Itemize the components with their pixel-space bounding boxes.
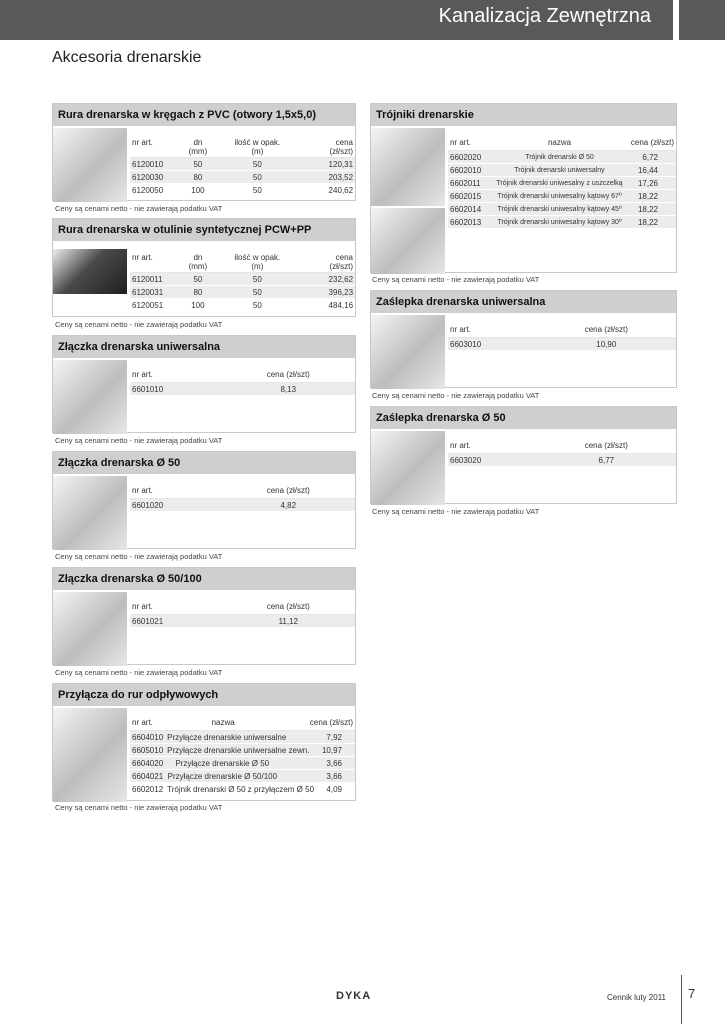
table-row [130,744,355,757]
cell: Trójnik drenarski uniwesalny kątowy 67º [497,192,622,200]
brand-logo: DYKA [336,990,372,1002]
cell: 100 [191,185,205,195]
section-przylacza [52,683,356,801]
cell: 6120031 [132,287,164,297]
page-number: 7 [688,986,696,1001]
cell: 6603010 [450,339,482,349]
col-header: cena (zł/szt) [266,486,310,495]
cell: 4,82 [280,500,297,510]
cell: Trójnik drenarski uniwesalny kątowy 45º [497,205,622,213]
col-header: ilość w opak. (m) [234,138,281,156]
price-table [130,368,355,396]
col-header: nr art. [132,370,153,379]
col-header: cena (zł/szt) [584,441,628,450]
cell: 6602013 [450,217,482,227]
col-header: cena (zł/szt) [630,138,674,147]
table-row [130,731,355,744]
table-row [130,158,355,171]
table-row [130,383,355,396]
table-row [130,273,355,286]
section-trojniki [370,103,677,273]
table-row [130,757,355,770]
section-title: Złączka drenarska Ø 50 [53,452,355,474]
cell: Trójnik drenarski uniwersalny [514,166,605,174]
cell: 6602011 [450,178,481,188]
price-table [448,136,676,229]
col-header: nazwa [211,718,235,727]
cell: 17,26 [637,178,658,188]
cell: 3,66 [326,758,342,768]
vat-note: Ceny są cenami netto - nie zawierają podatku VAT [372,391,540,400]
price-table [130,716,355,796]
table-row [448,164,676,177]
header-bar [0,0,673,40]
table-row [130,770,355,783]
cell: 10,97 [321,745,342,755]
cell: 50 [252,287,262,297]
table-row [448,151,676,164]
cell: Trójnik drenarski Ø 50 z przyłączem Ø 50 [167,784,315,794]
table-header [448,323,676,338]
cell: 6602010 [450,165,482,175]
table-header [130,716,355,731]
section-zaslepka-50 [370,406,677,504]
section-title: Przyłącza do rur odpływowych [53,684,355,706]
col-header: dn (mm) [188,253,208,271]
header-strip [679,0,725,40]
price-table [448,439,676,467]
table-header [130,484,355,499]
cell: 6605010 [132,745,164,755]
cell: Przyłącze drenarskie Ø 50/100 [167,771,278,781]
cell: 6604020 [132,758,164,768]
cell: 232,62 [328,274,354,284]
table-row [448,338,676,351]
col-header: nr art. [450,138,471,147]
cell: 100 [191,300,205,310]
cell: Trójnik drenarski Ø 50 [525,153,594,161]
product-photo-connector [53,708,127,802]
table-row [448,203,676,216]
section-rura-otulina [52,218,356,317]
cell: 50 [252,159,262,169]
table-row [448,190,676,203]
vat-note: Ceny są cenami netto - nie zawierają podatku VAT [55,668,223,677]
cell: 50 [252,185,262,195]
vat-note: Ceny są cenami netto - nie zawierają podatku VAT [372,275,540,284]
footer-text: Cennik luty 2011 [607,993,666,1002]
col-header: nr art. [132,138,153,147]
cell: 484,16 [328,300,354,310]
col-header: dn (mm) [188,138,208,156]
cell: 8,13 [280,384,297,394]
cell: Przyłącze drenarskie uniwersalne zewn. [167,745,310,755]
table-header [448,439,676,454]
section-subtitle: Akcesoria drenarskie [52,49,202,66]
cell: 10,90 [596,339,617,349]
cell: 18,22 [637,191,658,201]
section-title: Trójniki drenarskie [371,104,676,126]
table-header [130,600,355,615]
cell: 6,72 [642,152,658,162]
cell: 50 [252,274,262,284]
cell: 80 [193,172,203,182]
price-table [130,251,355,312]
vat-note: Ceny są cenami netto - nie zawierają podatku VAT [55,436,223,445]
table-header [130,368,355,383]
col-header: nr art. [132,486,153,495]
table-row [448,177,676,190]
product-photo-coupler-50 [53,476,127,550]
cell: 18,22 [637,204,658,214]
cell: Trójnik drenarski uniwesalny z uszczelką [496,179,623,187]
table-row [130,299,355,312]
cell: 80 [193,287,203,297]
vat-note: Ceny są cenami netto - nie zawierają podatku VAT [55,204,223,213]
table-row [130,171,355,184]
section-title: Rura drenarska w otulinie syntetycznej PCW+PP [53,219,355,241]
vat-note: Ceny są cenami netto - nie zawierają podatku VAT [372,507,540,516]
col-header: nr art. [132,718,153,727]
cell: 6120030 [132,172,164,182]
cell: 6120011 [132,274,163,284]
cell: 6120010 [132,159,164,169]
col-header: cena (zł/szt) [584,325,628,334]
section-title: Rura drenarska w kręgach z PVC (otwory 1,5x5,0) [53,104,355,126]
col-header: cena (zł/szt) [329,138,354,156]
vat-note: Ceny są cenami netto - nie zawierają podatku VAT [55,320,223,329]
table-row [130,184,355,197]
product-photo-coil [53,128,127,202]
col-header: nr art. [450,441,471,450]
cell: 6602015 [450,191,482,201]
product-photo-cap [371,315,445,389]
cell: Przyłącze drenarskie uniwersalne [167,732,287,742]
col-header: cena (zł/szt) [266,602,310,611]
cell: 6602012 [132,784,164,794]
cell: 50 [252,300,262,310]
section-title: Złączka drenarska Ø 50/100 [53,568,355,590]
table-header [130,251,355,273]
price-table [130,136,355,197]
cell: 6603020 [450,455,482,465]
cell: Przyłącze drenarskie Ø 50 [175,758,270,768]
table-header [448,136,676,151]
cell: 120,31 [328,159,354,169]
product-photo-tee-angle [371,208,445,274]
cell: Trójnik drenarski uniwesalny kątowy 30º [497,218,622,226]
cell: 6601010 [132,384,164,394]
cell: 6120051 [132,300,164,310]
section-zlaczka-50 [52,451,356,549]
section-zaslepka-uniwersalna [370,290,677,388]
product-photo-pipe [53,249,127,294]
section-title: Złączka drenarska uniwersalna [53,336,355,358]
col-header: nr art. [450,325,471,334]
cell: 6120050 [132,185,164,195]
price-table [130,484,355,512]
col-header: ilość w opak. (m) [234,253,281,271]
cell: 7,92 [326,732,342,742]
table-row [448,454,676,467]
table-row [130,615,355,628]
product-photo-cap-50 [371,431,445,505]
table-row [130,499,355,512]
page-title: Kanalizacja Zewnętrzna [438,5,651,27]
table-row [448,216,676,229]
product-photo-reducer [53,592,127,666]
product-photo-tee [371,128,445,206]
cell: 18,22 [637,217,658,227]
cell: 6604021 [132,771,164,781]
cell: 50 [193,159,203,169]
cell: 4,09 [326,784,342,794]
cell: 6604010 [132,732,164,742]
col-header: nazwa [547,138,572,147]
product-photo-coupler [53,360,127,434]
section-zlaczka-uniwersalna [52,335,356,433]
col-header: cena (zł/szt) [309,718,353,727]
section-rura-pvc [52,103,356,201]
cell: 6602020 [450,152,482,162]
cell: 396,23 [328,287,354,297]
cell: 16,44 [637,165,658,175]
section-title: Zaślepka drenarska uniwersalna [371,291,676,313]
cell: 6601020 [132,500,164,510]
cell: 6601021 [132,616,164,626]
col-header: cena (zł/szt) [329,253,354,271]
vat-note: Ceny są cenami netto - nie zawierają podatku VAT [55,552,223,561]
price-table [448,323,676,351]
cell: 3,66 [326,771,342,781]
cell: 203,52 [328,172,354,182]
cell: 6602014 [450,204,482,214]
table-header [130,136,355,158]
col-header: nr art. [132,602,153,611]
section-title: Zaślepka drenarska Ø 50 [371,407,676,429]
table-row [130,783,355,796]
footer-divider [681,975,682,1024]
vat-note: Ceny są cenami netto - nie zawierają podatku VAT [55,803,223,812]
cell: 50 [252,172,262,182]
col-header: cena (zł/szt) [266,370,310,379]
cell: 50 [193,274,203,284]
cell: 11,12 [278,616,298,626]
cell: 6,77 [598,455,615,465]
price-table [130,600,355,628]
cell: 240,62 [328,185,354,195]
section-zlaczka-50-100 [52,567,356,665]
table-row [130,286,355,299]
col-header: nr art. [132,253,153,262]
